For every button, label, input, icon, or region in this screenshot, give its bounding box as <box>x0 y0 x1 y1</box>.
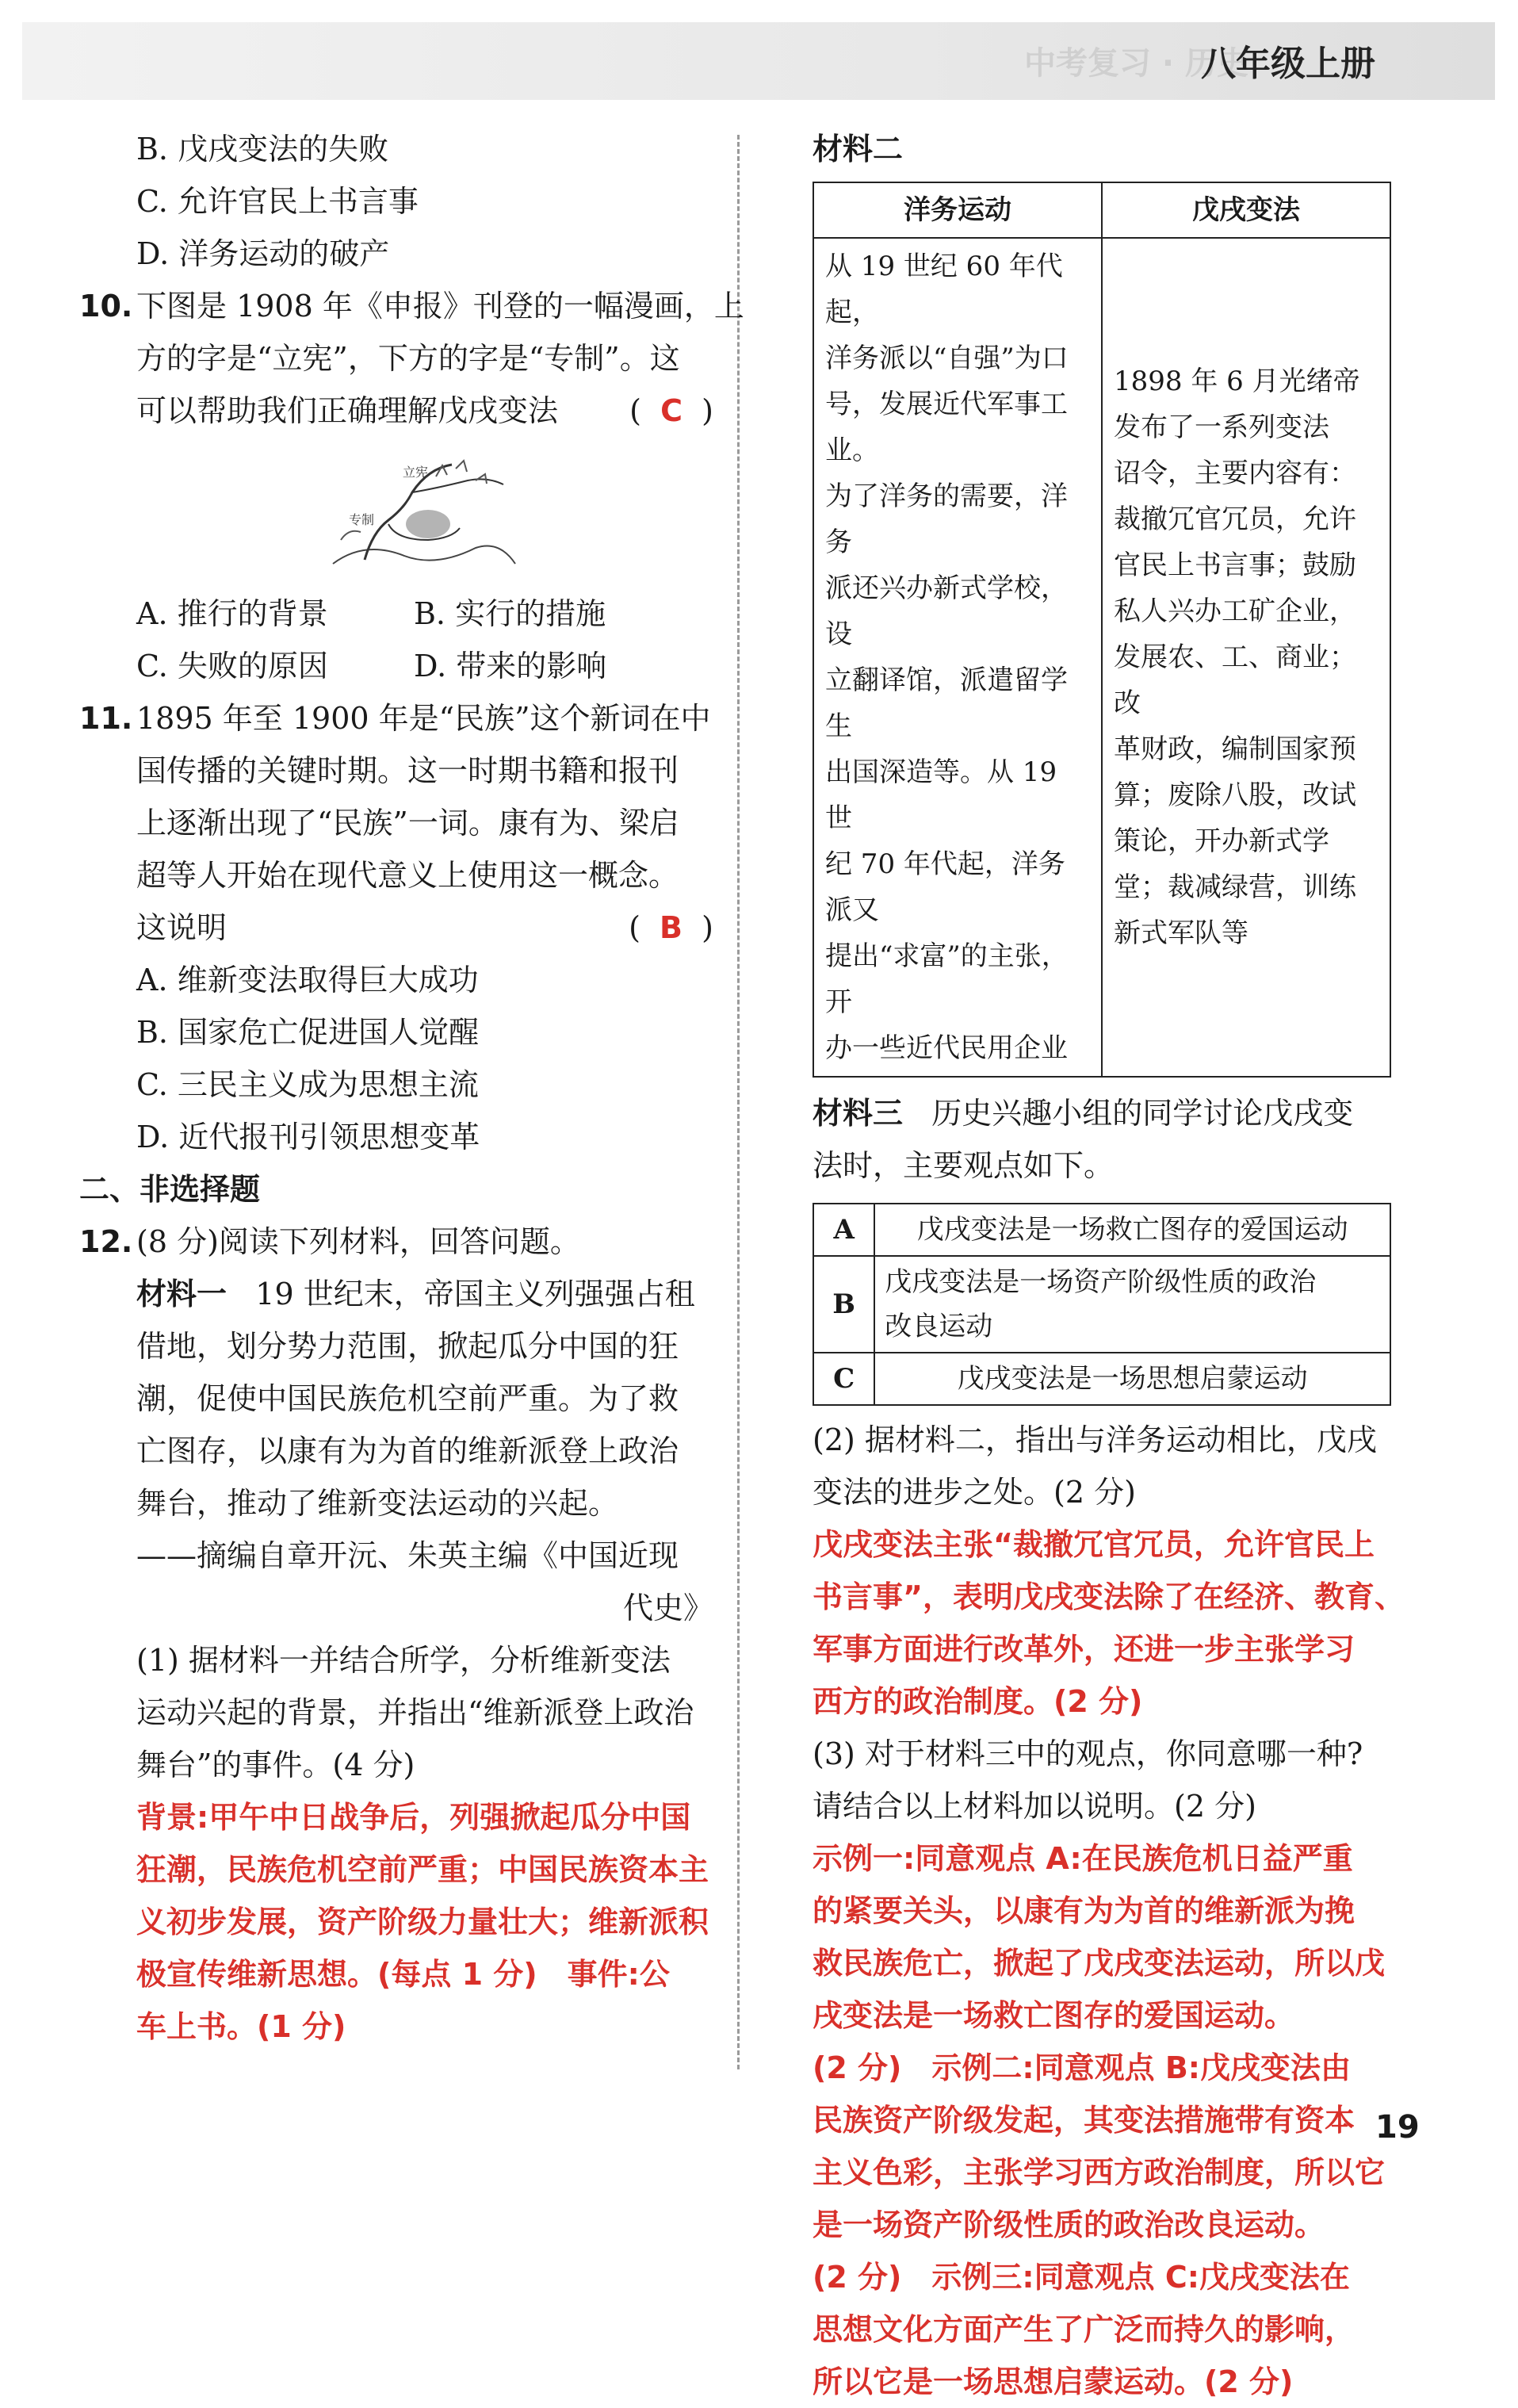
column-divider <box>737 135 740 2069</box>
q11-answer-bracket: ( B ) <box>629 910 713 945</box>
answer-1-line-4: 极宣传维新思想。(每点 1 分) 事件:公 <box>136 1957 670 1992</box>
q11-option-c: C. 三民主义成为思想主流 <box>136 1067 479 1102</box>
page-number: 19 <box>1375 2109 1420 2146</box>
q10-options-row-2 <box>79 640 713 692</box>
viewpoint-row-a <box>813 1204 1390 1256</box>
q12-1-line-1: (1) 据材料一并结合所学，分析维新变法 <box>136 1643 671 1678</box>
material-2-label: 材料二 <box>813 132 904 167</box>
q11-number: 11. <box>79 701 133 736</box>
q11-answer: B <box>660 910 683 945</box>
q10-option-d: D. 带来的影响 <box>414 649 607 683</box>
cartoon-drawing <box>317 445 523 580</box>
q11-line-5: 这说明 ( B ) <box>79 902 713 954</box>
viewpoint-row-c <box>813 1353 1390 1405</box>
answer-3-line-6: 民族资产阶级发起，其变法措施带有资本 <box>813 2103 1355 2138</box>
q10-line-2: 方的字是“立宪”，下方的字是“专制”。这 <box>136 341 680 376</box>
material-1-source: ——摘编自章开沅、朱英主编《中国近现 <box>136 1538 679 1573</box>
q10-options-row-1 <box>79 588 713 640</box>
material-1-line-1: 材料一 19 世纪末，帝国主义列强强占租 <box>136 1277 695 1311</box>
q11-line-4: 超等人开始在现代意义上使用这一概念。 <box>136 858 679 893</box>
answer-2-line-2: 书言事”，表明戊戌变法除了在经济、教育、 <box>813 1579 1405 1614</box>
answer-1-line-3: 义初步发展，资产阶级力量壮大；维新派积 <box>136 1905 709 1939</box>
answer-3-line-3: 救民族危亡，掀起了戊戌变法运动，所以戊 <box>813 1946 1386 1981</box>
material-1-line-5: 舞台，推动了维新变法运动的兴起。 <box>136 1486 619 1521</box>
viewpoint-key-b: B <box>813 1256 874 1353</box>
answer-2-line-3: 军事方面进行改革外，还进一步主张学习 <box>813 1632 1355 1667</box>
header-faint-text: 中考复习 · 历史 <box>1023 45 1248 82</box>
comparison-table-row <box>813 238 1390 1077</box>
answer-3-line-7: 主义色彩，主张学习西方政治制度，所以它 <box>813 2155 1386 2190</box>
answer-2-line-4: 西方的政治制度。(2 分) <box>813 1684 1143 1719</box>
q11-option-b: B. 国家危亡促进国人觉醒 <box>136 1015 480 1050</box>
q10-answer: C <box>660 393 683 428</box>
answer-3-line-8: 是一场资产阶级性质的政治改良运动。 <box>813 2207 1325 2242</box>
cartoon-image <box>317 445 523 580</box>
answer-2-line-1: 戊戌变法主张“裁撤冗官冗员，允许官民上 <box>813 1527 1375 1562</box>
q9-option-b: B. 戊戌变法的失败 <box>136 132 389 167</box>
q10-option-c: C. 失败的原因 <box>136 649 328 683</box>
cell-yangwu: 从 19 世纪 60 年代起， 洋务派以“自强”为口 号，发展近代军事工业。 为了洋务的需要，洋务 派还兴办新式学校，设 立翻译馆，派遣留学生 出国深造等。从 19 世 纪 70 年代起，洋务派又 提出“求富”的主张，开 办一些近代民用企业 <box>813 238 1102 1077</box>
q10-answer-bracket: ( C ) <box>629 393 713 428</box>
grade-title: 八年级上册 <box>1201 44 1375 84</box>
q11-line-3: 上逐渐出现了“民族”一词。康有为、梁启 <box>136 806 679 840</box>
material-3-line-1: 材料三 历史兴趣小组的同学讨论戊戌变 <box>813 1096 1354 1131</box>
q9-option-c: C. 允许官民上书言事 <box>136 184 419 219</box>
cartoon-top-label: 立宪 <box>403 465 429 480</box>
material-1-source-cont: 代史》 <box>622 1591 713 1625</box>
q10-line-3: 可以帮助我们正确理解戊戌变法 ( C ) <box>79 385 713 437</box>
cell-wuxu: 1898 年 6 月光绪帝 发布了一系列变法 诏令，主要内容有： 裁撤冗官冗员，允许 官民上书言事；鼓励 私人兴办工矿企业， 发展农、工、商业；改 革财政，编制国家预 算；废除八股，改试 策论，开办新式学 堂；裁减绿营，训练 新式军队等 <box>1102 238 1390 1077</box>
q12-1-line-3: 舞台”的事件。(4 分) <box>136 1748 415 1782</box>
viewpoint-key-a: A <box>813 1204 874 1256</box>
material-1-label: 材料一 <box>136 1277 228 1311</box>
q10-option-a: A. 推行的背景 <box>136 596 328 631</box>
q12-3-line-2: 请结合以上材料加以说明。(2 分) <box>813 1789 1256 1824</box>
viewpoint-row-b <box>813 1256 1390 1353</box>
viewpoint-text-b: 戊戌变法是一场资产阶级性质的政治 改良运动 <box>874 1256 1390 1353</box>
answer-3-line-2: 的紧要关头，以康有为为首的维新派为挽 <box>813 1893 1355 1928</box>
answer-3-line-5: (2 分) 示例二:同意观点 B:戊戌变法由 <box>813 2050 1351 2085</box>
q12-2-line-2: 变法的进步之处。(2 分) <box>813 1475 1136 1510</box>
material-3-line-2: 法时，主要观点如下。 <box>813 1148 1115 1183</box>
viewpoint-key-c: C <box>813 1353 874 1405</box>
comparison-table <box>813 182 1391 1078</box>
material-3-label: 材料三 <box>813 1096 904 1131</box>
answer-3-line-9: (2 分) 示例三:同意观点 C:戊戌变法在 <box>813 2260 1350 2295</box>
q11-option-d: D. 近代报刊引领思想变革 <box>136 1120 480 1154</box>
header-yangwu: 洋务运动 <box>813 182 1102 238</box>
viewpoint-table <box>813 1203 1391 1406</box>
viewpoint-text-c: 戊戌变法是一场思想启蒙运动 <box>874 1353 1390 1405</box>
q10-number: 10. <box>79 289 133 323</box>
answer-1-line-1: 背景:甲午中日战争后，列强掀起瓜分中国 <box>136 1800 691 1835</box>
q11-line-1: 11. 1895 年至 1900 年是“民族”这个新词在中 <box>79 692 713 745</box>
left-column <box>79 123 744 2053</box>
q10-option-b: B. 实行的措施 <box>414 596 606 631</box>
q10-line-1: 10. 下图是 1908 年《申报》刊登的一幅漫画，上 <box>79 280 713 332</box>
answer-1-line-2: 狂潮，民族危机空前严重；中国民族资本主 <box>136 1852 709 1887</box>
viewpoint-text-a: 戊戌变法是一场救亡图存的爱国运动 <box>874 1204 1390 1256</box>
q12-intro: 12. (8 分)阅读下列材料，回答问题。 <box>79 1215 713 1268</box>
q9-option-d: D. 洋务运动的破产 <box>136 236 390 271</box>
material-1-line-4: 亡图存，以康有为为首的维新派登上政治 <box>136 1434 679 1468</box>
answer-3-line-10: 思想文化方面产生了广泛而持久的影响， <box>813 2312 1355 2347</box>
cartoon-bottom-label: 专制 <box>349 512 375 527</box>
q12-3-line-1: (3) 对于材料三中的观点，你同意哪一种? <box>813 1736 1363 1771</box>
section-heading: 二、非选择题 <box>79 1172 261 1207</box>
material-1-line-3: 潮，促使中国民族危机空前严重。为了救 <box>136 1381 679 1416</box>
q12-2-line-1: (2) 据材料二，指出与洋务运动相比，戊戌 <box>813 1422 1377 1457</box>
material-1-line-2: 借地，划分势力范围，掀起瓜分中国的狂 <box>136 1329 679 1364</box>
q12-1-line-2: 运动兴起的背景，并指出“维新派登上政治 <box>136 1695 694 1730</box>
answer-3-line-4: 戌变法是一场救亡图存的爱国运动。 <box>813 1998 1295 2033</box>
header-wuxu: 戊戌变法 <box>1102 182 1390 238</box>
answer-3-line-11: 所以它是一场思想启蒙运动。(2 分) <box>813 2364 1294 2399</box>
right-column <box>813 123 1405 2408</box>
q12-number: 12. <box>79 1224 133 1259</box>
q11-line-2: 国传播的关键时期。这一时期书籍和报刊 <box>136 753 679 788</box>
answer-1-line-5: 车上书。(1 分) <box>136 2009 346 2044</box>
comparison-table-header <box>813 182 1390 238</box>
q11-option-a: A. 维新变法取得巨大成功 <box>136 963 479 997</box>
answer-3-line-1: 示例一:同意观点 A:在民族危机日益严重 <box>813 1841 1353 1876</box>
